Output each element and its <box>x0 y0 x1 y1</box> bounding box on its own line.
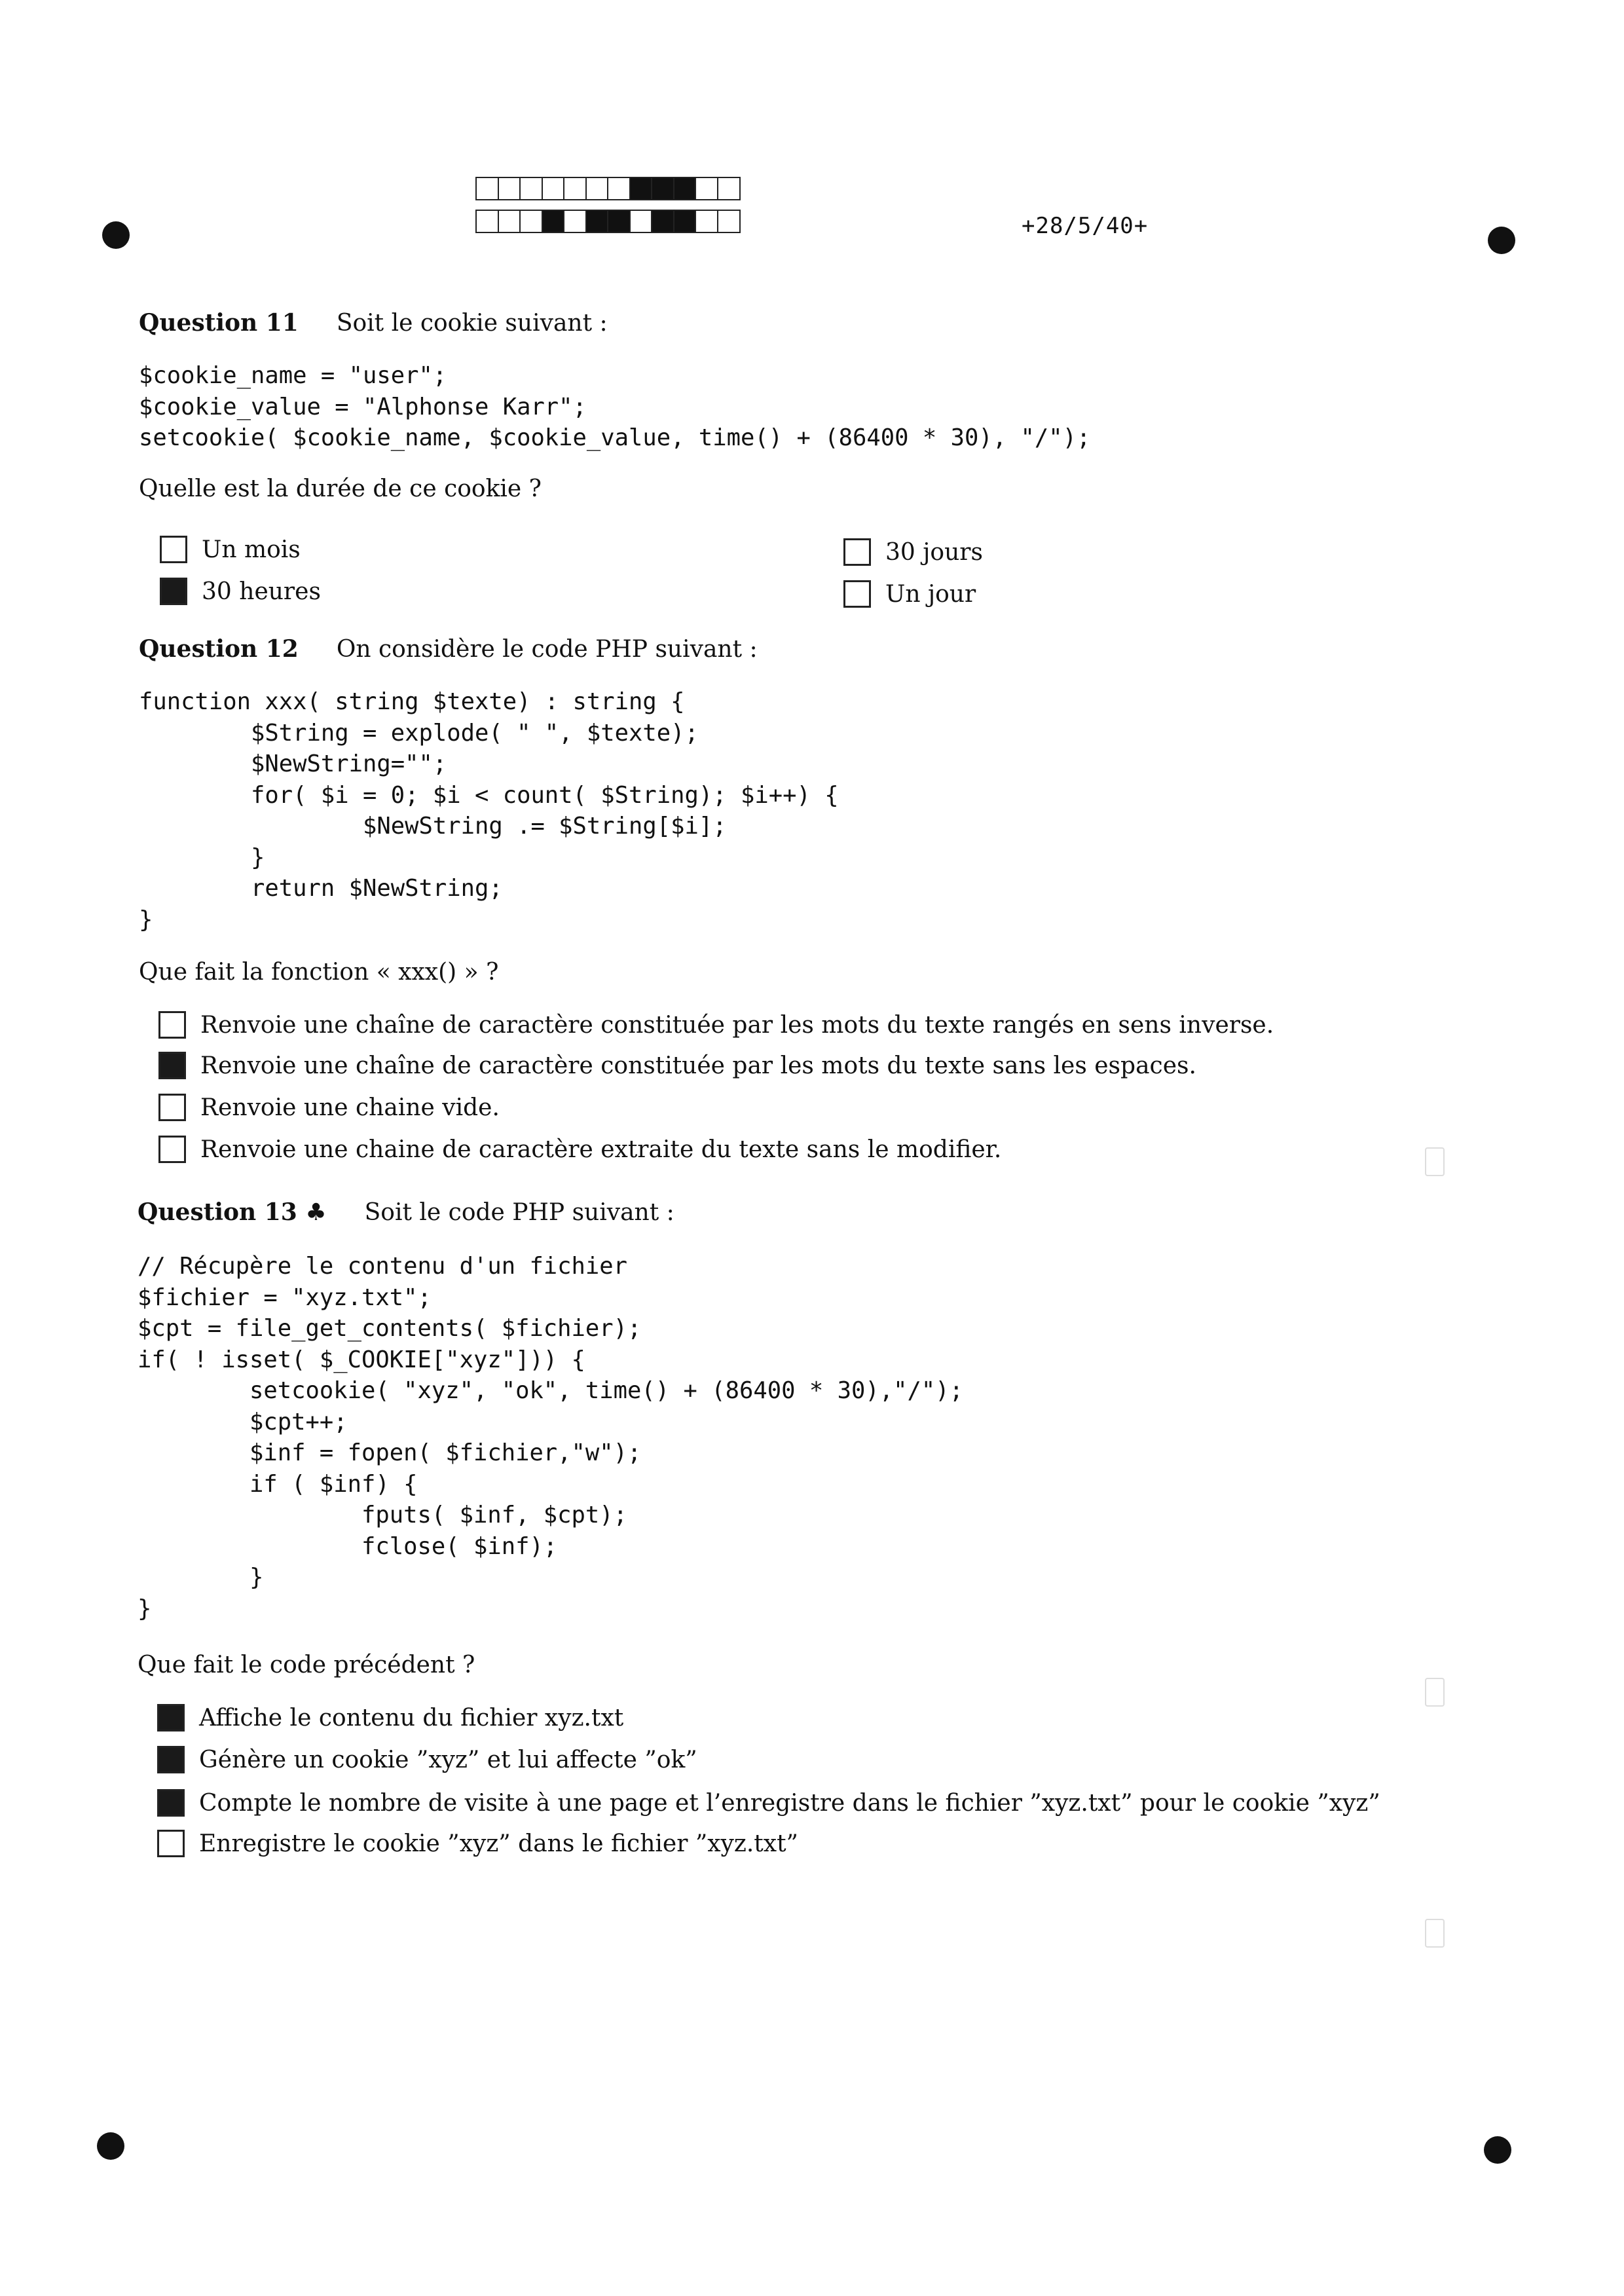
choice-label: 30 heures <box>202 578 321 605</box>
code-block: $cookie_name = "user"; $cookie_value = "Alphonse Karr"; setcookie( $cookie_name, $cookie_value, time() + (86400 * 30), "/"); <box>139 362 1091 451</box>
barcode-cell-empty <box>542 177 565 200</box>
barcode-cell-empty <box>717 210 741 233</box>
choice-label: Renvoie une chaine de caractère extraite du texte sans le modifier. <box>200 1136 1002 1163</box>
barcode-cell-filled <box>673 210 697 233</box>
checkbox[interactable] <box>158 1136 186 1163</box>
answer-choice[interactable] <box>843 538 983 566</box>
choice-label: Affiche le contenu du fichier xyz.txt <box>199 1704 624 1731</box>
code-block: function xxx( string $texte) : string { $String = explode( " ", $texte); $NewString=""; for( $i = 0; $i < count( $String); $i++) { $NewString .= $String[$i]; } return $NewString; } <box>139 688 839 933</box>
question-prompt: Quelle est la durée de ce cookie ? <box>139 475 542 502</box>
barcode-row <box>475 177 739 200</box>
barcode-cell-empty <box>519 210 543 233</box>
barcode-row <box>475 210 739 233</box>
barcode-cell-empty <box>498 210 521 233</box>
answer-choice[interactable] <box>157 1830 798 1857</box>
barcode-cell-filled <box>673 177 697 200</box>
checkbox-checked[interactable] <box>157 1746 185 1773</box>
question-intro: Soit le code PHP suivant : <box>364 1199 674 1226</box>
scan-smudge <box>1425 1678 1445 1707</box>
choice-label: Compte le nombre de visite à une page et l’enregistre dans le fichier ”xyz.txt” pour le cookie ”xyz” <box>199 1789 1380 1817</box>
barcode-cell-empty <box>629 210 653 233</box>
choice-label: Renvoie une chaîne de caractère constituée par les mots du texte rangés en sens inverse. <box>200 1011 1274 1039</box>
question-header <box>139 635 758 663</box>
choice-label: Génère un cookie ”xyz” et lui affecte ”ok” <box>199 1746 697 1773</box>
barcode-cell-filled <box>651 177 674 200</box>
checkbox[interactable] <box>158 1094 186 1121</box>
choice-label: Enregistre le cookie ”xyz” dans le fichier ”xyz.txt” <box>199 1830 798 1857</box>
barcode-cell-empty <box>717 177 741 200</box>
answer-choice[interactable] <box>160 578 321 605</box>
code-block: // Récupère le contenu d'un fichier $fichier = "xyz.txt"; $cpt = file_get_contents( $fichier); if( ! isset( $_COOKIE["xyz"])) { setcookie( "xyz", "ok", time() + (86400 * 30),"/"); $cpt++; $inf = fopen( $fichier,"w"); if ( $inf) { fputs( $inf, $cpt); fclose( $inf); } } <box>138 1253 963 1622</box>
registration-mark-top-right <box>1488 227 1515 254</box>
answer-choice[interactable] <box>158 1094 500 1121</box>
question-prompt: Que fait la fonction « xxx() » ? <box>139 959 499 986</box>
choice-label: Un mois <box>202 536 301 563</box>
answer-choice[interactable] <box>158 1011 1274 1039</box>
checkbox[interactable] <box>157 1830 185 1857</box>
barcode-cell-filled <box>629 177 653 200</box>
question-header <box>138 1198 674 1226</box>
registration-mark-bottom-left <box>97 2132 124 2160</box>
scan-smudge <box>1425 1147 1445 1176</box>
checkbox-checked[interactable] <box>160 578 187 605</box>
barcode-cell-empty <box>695 210 718 233</box>
answer-choice[interactable] <box>160 536 301 563</box>
scan-smudge <box>1425 1919 1445 1948</box>
barcode-cell-empty <box>475 210 499 233</box>
barcode-cell-empty <box>519 177 543 200</box>
answer-choice[interactable] <box>158 1052 1196 1079</box>
checkbox-checked[interactable] <box>157 1789 185 1817</box>
question-prompt: Que fait le code précédent ? <box>138 1652 475 1678</box>
answer-choice[interactable] <box>157 1789 1380 1817</box>
question-intro: Soit le cookie suivant : <box>336 310 608 337</box>
registration-mark-top-left <box>102 221 130 249</box>
barcode-cell-empty <box>475 177 499 200</box>
answer-choice[interactable] <box>843 580 976 608</box>
barcode-cell-empty <box>563 210 587 233</box>
choice-label: Un jour <box>885 580 976 608</box>
barcode-cell-filled <box>651 210 674 233</box>
question-number: Question 13 ♣ <box>138 1198 327 1226</box>
choice-label: Renvoie une chaine vide. <box>200 1094 500 1121</box>
barcode-cell-empty <box>585 177 609 200</box>
answer-choice[interactable] <box>158 1136 1001 1163</box>
question-intro: On considère le code PHP suivant : <box>336 636 758 663</box>
barcode-cell-filled <box>585 210 609 233</box>
registration-mark-bottom-right <box>1484 2136 1511 2164</box>
question-header <box>139 309 608 337</box>
barcode-cell-empty <box>695 177 718 200</box>
checkbox-checked[interactable] <box>157 1704 185 1731</box>
checkbox[interactable] <box>158 1011 186 1039</box>
checkbox[interactable] <box>160 536 187 563</box>
checkbox[interactable] <box>843 538 871 566</box>
choice-label: Renvoie une chaîne de caractère constituée par les mots du texte sans les espaces. <box>200 1052 1196 1079</box>
question-number: Question 11 <box>139 309 299 337</box>
barcode-cell-filled <box>607 210 631 233</box>
barcode-cell-empty <box>607 177 631 200</box>
barcode-cell-empty <box>563 177 587 200</box>
answer-choice[interactable] <box>157 1746 697 1773</box>
page-id: +28/5/40+ <box>1022 213 1149 239</box>
answer-choice[interactable] <box>157 1704 623 1731</box>
barcode-cell-filled <box>542 210 565 233</box>
question-number: Question 12 <box>139 635 299 663</box>
checkbox-checked[interactable] <box>158 1052 186 1079</box>
choice-label: 30 jours <box>885 538 983 566</box>
barcode-cell-empty <box>498 177 521 200</box>
checkbox[interactable] <box>843 580 871 608</box>
